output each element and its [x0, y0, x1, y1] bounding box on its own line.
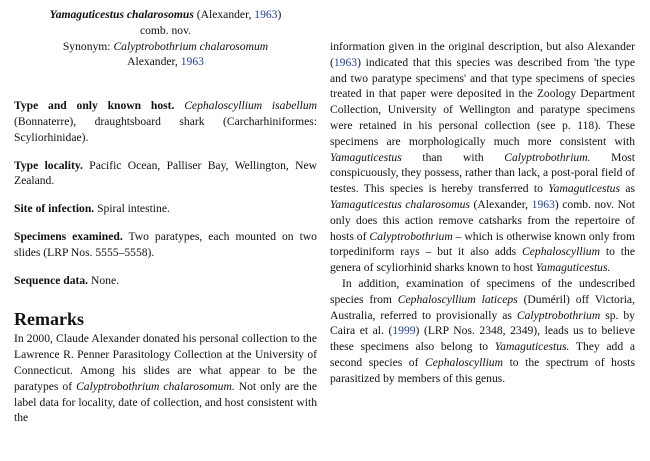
synonym-name: Calyptrobothrium chalarosomum [113, 39, 269, 53]
remarks-right-paragraph-1 [330, 39, 635, 276]
remarks-heading: Remarks [14, 309, 84, 330]
r2-text-e: They add a second species of [330, 340, 635, 369]
r2-genus: Calyptrobothrium [516, 308, 601, 322]
sequence-paragraph [14, 273, 317, 289]
right-column [330, 39, 635, 387]
type-host-rest: (Bonnaterre), draughtsboard shark (Carcharhiniformes: Scyliorhinidae). [14, 114, 317, 144]
specimens-paragraph [14, 229, 317, 261]
site-paragraph [14, 201, 317, 217]
remarks-left-text-1: In 2000, Claude Alexander donated his personal collection to the Lawrence R. Penner Parasitology Collection at the University of Connecticut. Among his slides are what appear to be the paratypes of [14, 332, 317, 393]
type-host-name: Cephaloscyllium isabellum [184, 99, 317, 113]
r1-genus-4: Cephaloscyllium [522, 245, 600, 259]
r1-text-e: as [625, 182, 635, 196]
r2-text-d: ) (LRP Nos. 2348, 2349), leads us to believe these specimens also belong to [330, 324, 635, 354]
r1-text-b: ) indicated that this species was described from 'the type and two paratype specimens' and that type specimens of species treated in that paper were deposited in the Zoology Department Collection, University of Wellington and paratype specimens were retained in his personal collection (see p. 118). These specimens are morphologically much more consistent with [330, 55, 635, 148]
left-column [14, 0, 317, 426]
r1-year2-link[interactable]: 1963 [531, 197, 555, 211]
r1-text-c: than with [422, 150, 484, 164]
remarks-left-italic: Calyptrobothrium chalarosomum. [76, 379, 235, 393]
r2-text-c: sp. by Caira et al. ( [330, 308, 636, 338]
r2-genus-2: Yamaguticestus. [494, 340, 570, 354]
locality-label: Type locality. [14, 158, 83, 172]
synonym-label: Synonym: [62, 39, 111, 53]
r1-genus-1: Yamaguticestus [330, 150, 402, 164]
type-host-label: Type and only known host. [14, 99, 175, 113]
sequence-label: Sequence data. [14, 273, 89, 287]
r1-text-d: Most conspicuously, they possess, rather than lack, a post-poral field of testes. This species is hereby transferred to [330, 150, 635, 196]
remarks-right-paragraph-2 [330, 276, 635, 387]
specimens-value: Two paratypes, each mounted on two slides (LRP Nos. 5555–5558). [14, 229, 317, 259]
specimens-label: Specimens examined. [14, 229, 123, 243]
r2-host: Cephaloscyllium laticeps [397, 292, 518, 306]
r1-text-f: (Alexander, [473, 197, 529, 211]
synonym-year-link[interactable]: 1963 [180, 55, 204, 69]
site-label: Site of infection. [14, 202, 95, 216]
species-name: Yamaguticestus chalarosomus [49, 8, 194, 21]
synonym-author: Alexander, [127, 55, 178, 69]
r1-genus-5: Yamaguticestus. [535, 261, 611, 275]
status-line: comb. nov. [139, 23, 192, 37]
species-heading [14, 7, 317, 23]
r2-genus-3: Cephaloscyllium [425, 355, 503, 369]
type-host-paragraph [14, 98, 317, 145]
r2-text-f: to the spectrum of hosts parasitized by members of this genus. [330, 355, 635, 385]
remarks-left-paragraph [14, 331, 317, 426]
r1-text-g: ) comb. nov. Not only does this action remove catsharks from the repertoire of hosts of [330, 197, 635, 243]
r1-name-2: Yamaguticestus chalarosomus [330, 197, 470, 211]
site-value: Spiral intestine. [97, 202, 170, 216]
locality-value: Pacific Ocean, Palliser Bay, Wellington, New Zealand. [14, 158, 317, 188]
r2-text-a: In addition, examination of specimens of the undescribed species from [330, 276, 635, 306]
r1-year-link[interactable]: 1963 [333, 55, 358, 69]
r2-year-link[interactable]: 1999 [392, 324, 416, 338]
synonym-line [14, 39, 317, 55]
r1-name-1: Yamaguticestus [548, 182, 620, 196]
authority-year-link[interactable]: 1963 [254, 8, 278, 21]
species-authority: (Alexander, [196, 8, 252, 21]
r2-text-b: (Duméril) off Victoria, Australia, referred to provisionally as [330, 292, 635, 322]
r1-genus-3: Calyptrobothrium [369, 229, 453, 243]
remarks-left-text-2: Not only are the label data for locality, date of collection, and host consistent with the [14, 379, 318, 425]
r1-text-a: information given in the original description, but also Alexander ( [330, 40, 635, 69]
r1-text-h: – which is otherwise known only from torpediniform rays – but it also adds [330, 229, 635, 259]
r1-text-i: to the genera of scyliorhinid sharks known to host [330, 245, 635, 275]
r1-genus-2: Calyptrobothrium. [504, 150, 591, 164]
authority-close: ) [277, 8, 282, 21]
synonym-author-line [14, 54, 317, 70]
sequence-value: None. [90, 273, 119, 287]
locality-paragraph [14, 158, 317, 190]
